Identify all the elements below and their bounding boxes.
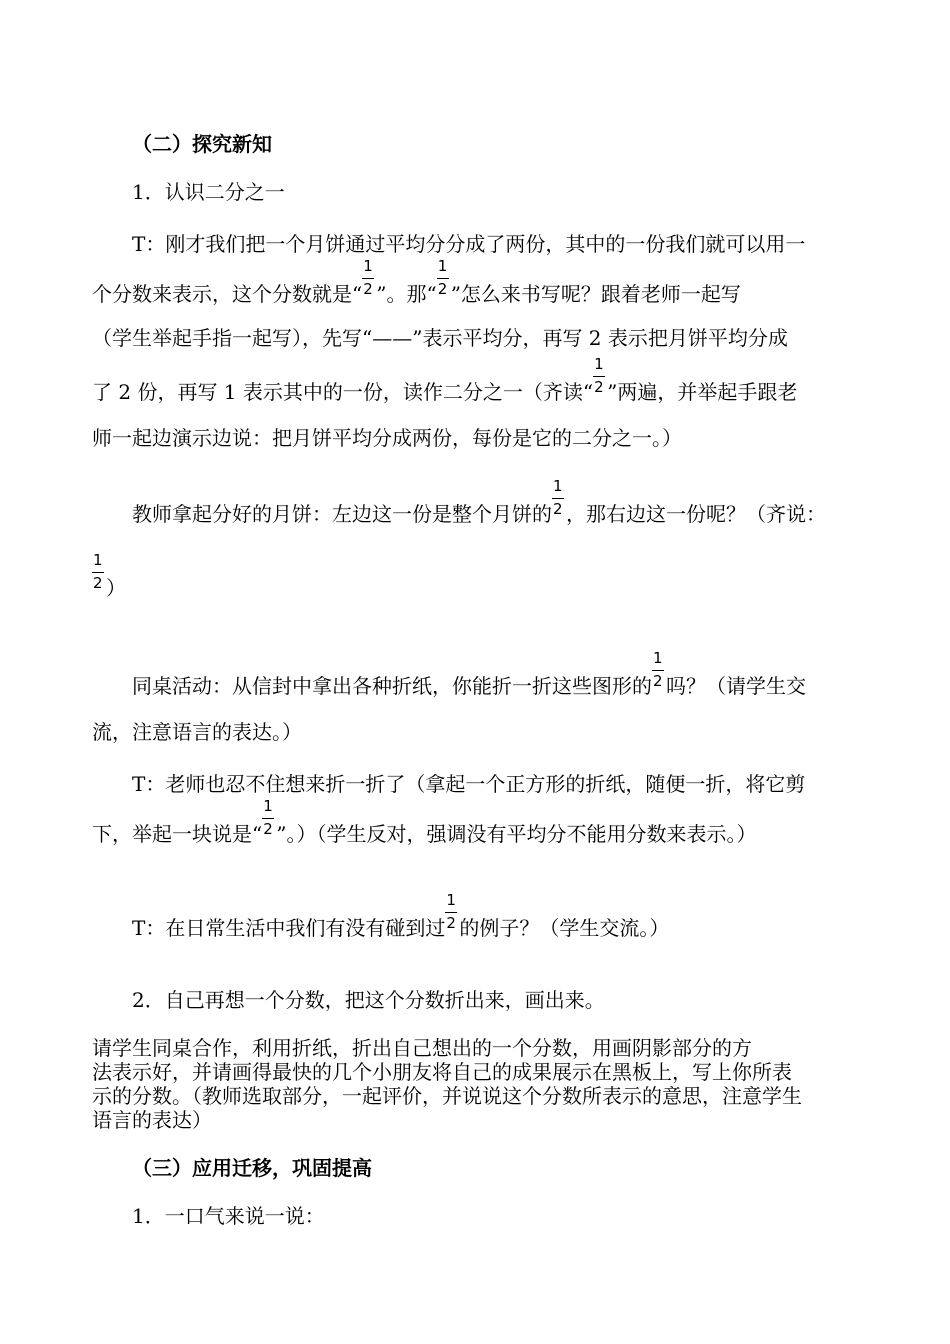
paragraph-6-line-3: 示的分数。（教师选取部分，一起评价，并说说这个分数所表示的意思，注意学生 <box>92 1084 802 1108</box>
paragraph-6-line-1: 请学生同桌合作，利用折纸，折出自己想出的一个分数，用画阴影部分的方 <box>92 1036 752 1060</box>
text-segment: 下，举起一块说是“ <box>92 822 263 846</box>
paragraph-1-line-2 <box>92 256 741 308</box>
paragraph-3-line-2: 流，注意语言的表达。） <box>92 720 302 744</box>
paragraph-1-line-1: T：刚才我们把一个月饼通过平均分分成了两份，其中的一份我们就可以用一 <box>132 232 806 256</box>
paragraph-6-line-2: 法表示好，并请画得最快的几个小朋友将自己的成果展示在黑板上，写上你所表 <box>92 1060 792 1084</box>
fraction-denominator: 2 <box>653 671 663 690</box>
fraction-one-half <box>262 796 276 848</box>
fraction-denominator: 2 <box>553 499 563 518</box>
fraction-bar <box>552 498 564 499</box>
text-segment: ） <box>106 576 126 600</box>
fraction-bar <box>593 376 605 377</box>
fraction-one-half <box>652 648 666 700</box>
text-segment: T：在日常生活中我们有没有碰到过 <box>132 916 446 940</box>
fraction-bar <box>92 572 104 573</box>
fraction-numerator: 1 <box>594 354 604 373</box>
paragraph-1-line-3: （学生举起手指一起写），先写“——”表示平均分，再写 2 表示把月饼平均分成 <box>92 326 788 350</box>
text-segment: ，那右边这一份呢？（齐说： <box>566 502 826 526</box>
fraction-denominator: 2 <box>594 377 604 396</box>
fraction-denominator: 2 <box>446 913 456 932</box>
fraction-one-half <box>445 890 459 942</box>
fraction-numerator: 1 <box>363 256 373 275</box>
subsection-title-2: 2．自己再想一个分数，把这个分数折出来，画出来。 <box>132 988 605 1012</box>
fraction-one-half <box>92 550 106 602</box>
paragraph-4-line-2 <box>92 796 757 848</box>
fraction-denominator: 2 <box>437 279 448 298</box>
paragraph-6-line-4: 语言的表达） <box>92 1108 212 1132</box>
fraction-one-half <box>593 354 607 406</box>
fraction-numerator: 1 <box>263 796 273 815</box>
section-heading-2: （二）探究新知 <box>132 132 272 156</box>
fraction-bar <box>262 818 274 819</box>
fraction-denominator: 2 <box>363 279 373 298</box>
section-heading-3: （三）应用迁移，巩固提高 <box>132 1156 372 1180</box>
text-segment: ”两遍，并举起手跟老 <box>607 380 798 404</box>
text-segment: ”怎么来书写呢？跟着老师一起写 <box>450 282 741 306</box>
fraction-bar <box>362 278 374 279</box>
fraction-one-half <box>362 256 376 308</box>
text-segment: 个分数来表示，这个分数就是“ <box>92 282 363 306</box>
text-segment: 吗？（请学生交 <box>666 674 806 698</box>
fraction-one-half <box>437 256 451 308</box>
paragraph-4-line-1: T：老师也忍不住想来折一折了（拿起一个正方形的折纸，随便一折，将它剪 <box>132 772 806 796</box>
fraction-bar <box>437 278 449 279</box>
paragraph-5-line-1 <box>132 890 670 942</box>
text-segment: 同桌活动：从信封中拿出各种折纸，你能折一折这些图形的 <box>132 674 652 698</box>
fraction-denominator: 2 <box>263 819 273 838</box>
paragraph-3-line-1 <box>132 648 806 700</box>
text-segment: ”。那“ <box>376 282 437 306</box>
fraction-numerator: 1 <box>553 476 563 495</box>
fraction-bar <box>445 912 457 913</box>
fraction-one-half <box>552 476 566 528</box>
fraction-numerator: 1 <box>653 648 663 667</box>
fraction-numerator: 1 <box>446 890 456 909</box>
text-segment: 教师拿起分好的月饼：左边这一份是整个月饼的 <box>132 502 552 526</box>
paragraph-2-line-1 <box>132 476 826 528</box>
paragraph-1-line-5: 师一起边演示边说：把月饼平均分成两份，每份是它的二分之一。） <box>92 426 682 450</box>
text-segment: 了 2 份，再写 1 表示其中的一份，读作二分之一（齐读“ <box>92 380 594 404</box>
fraction-numerator: 1 <box>93 550 103 569</box>
fraction-denominator: 2 <box>93 573 103 592</box>
fraction-bar <box>652 670 664 671</box>
paragraph-2-line-2 <box>92 550 126 602</box>
subsection-title-1: 1．认识二分之一 <box>132 180 285 204</box>
fraction-numerator: 1 <box>437 256 448 275</box>
text-segment: ”。）（学生反对，强调没有平均分不能用分数来表示。） <box>276 822 757 846</box>
paragraph-1-line-4 <box>92 354 798 406</box>
text-segment: 的例子？（学生交流。） <box>459 916 670 940</box>
subsection-title-3: 1．一口气来说一说： <box>132 1204 325 1228</box>
